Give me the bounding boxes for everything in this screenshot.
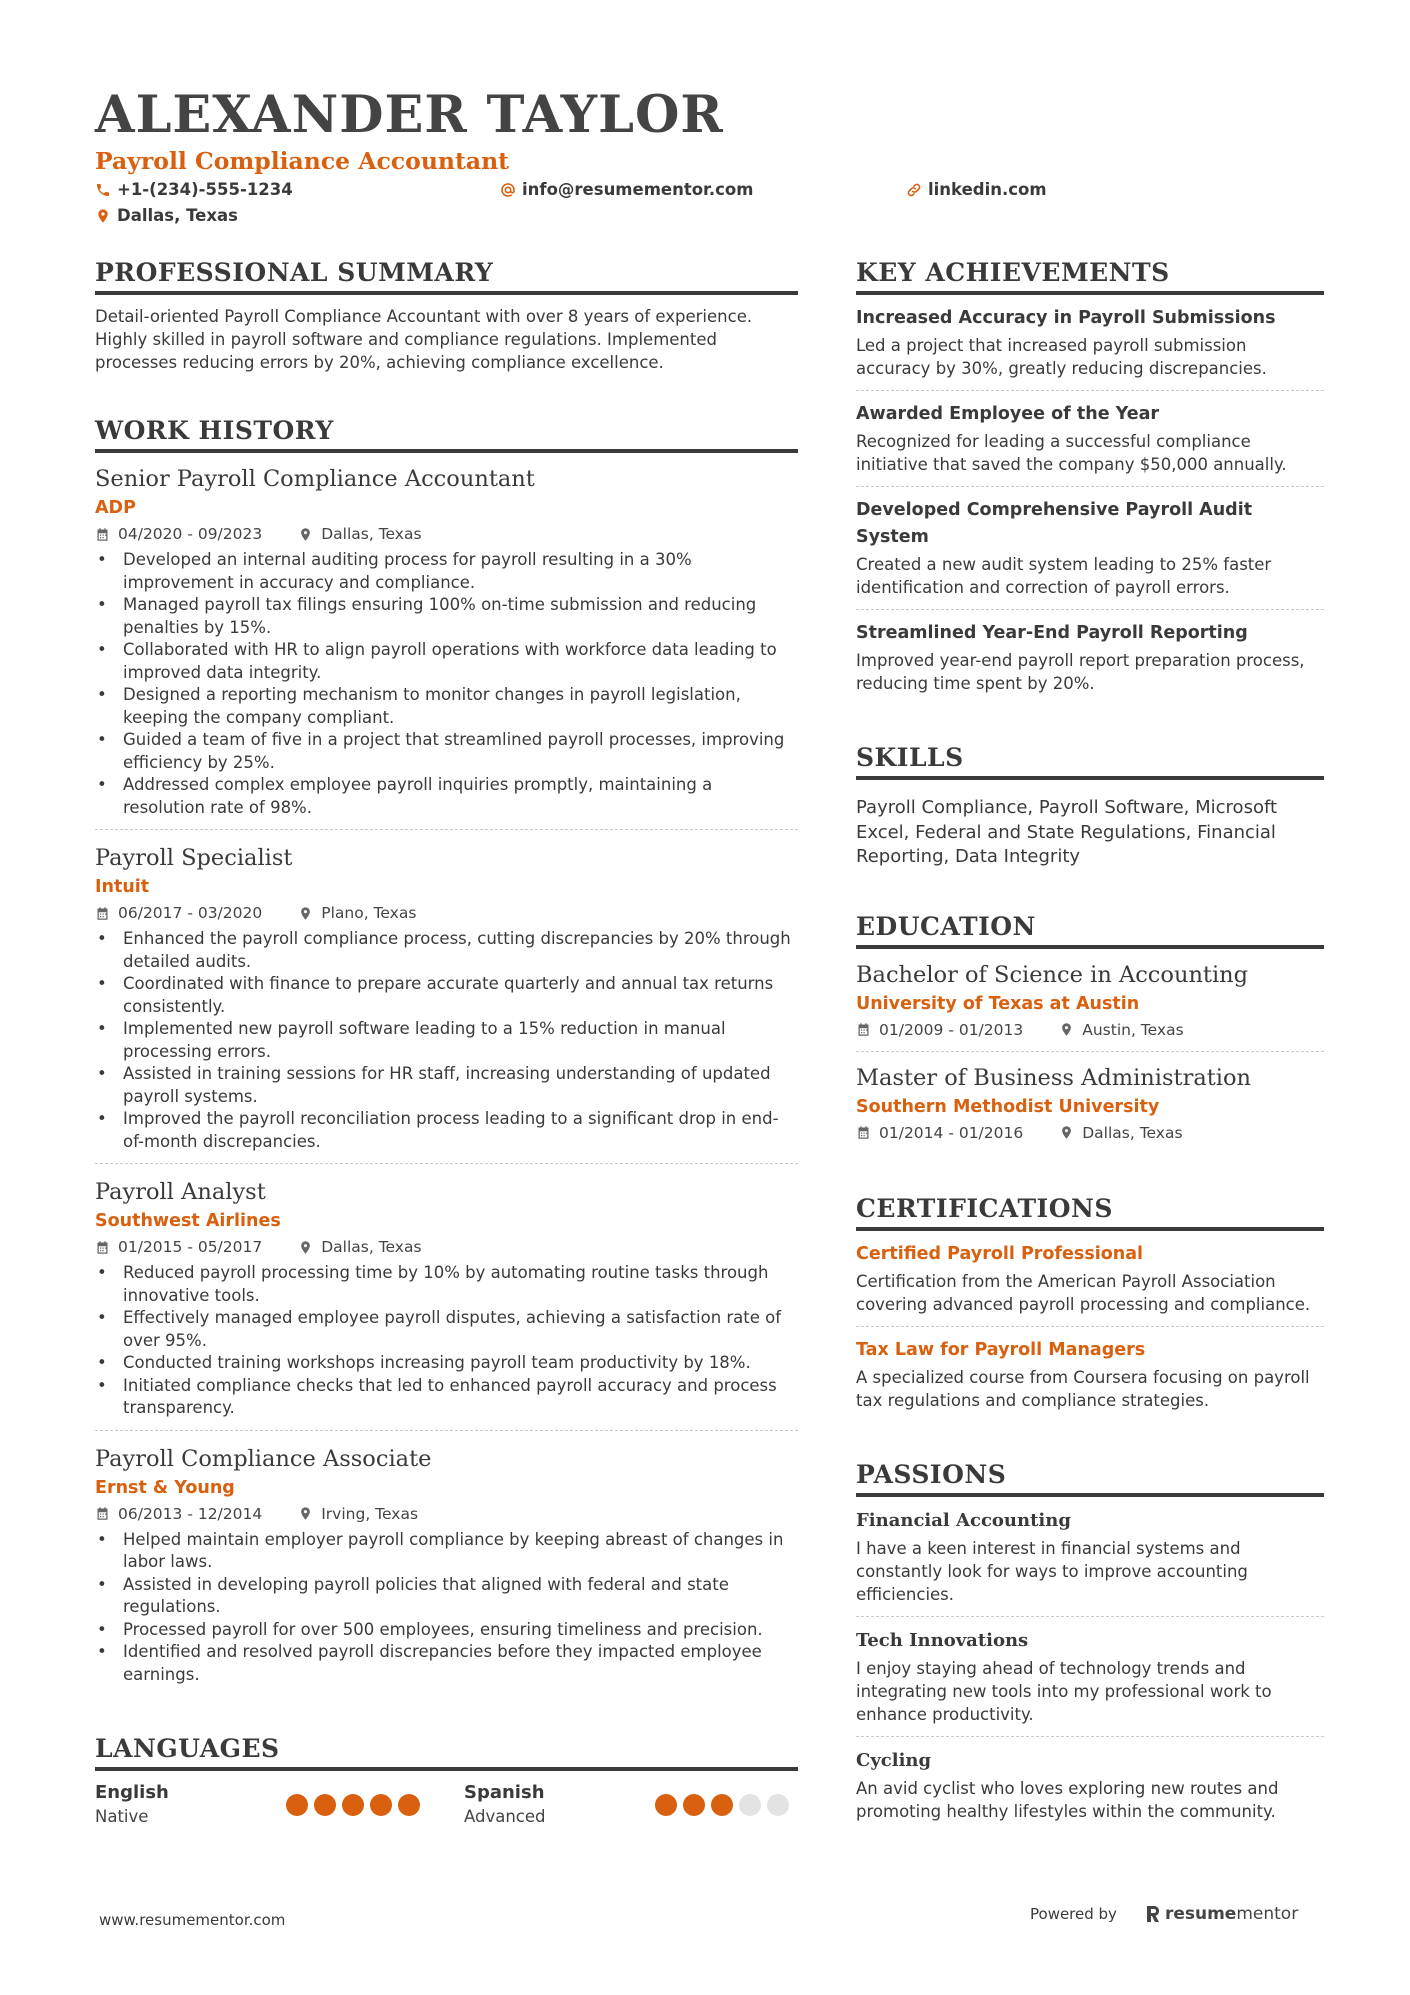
education-school: Southern Methodist University <box>856 1096 1160 1117</box>
passion-desc: I enjoy staying ahead of technology trends and integrating new tools into my professional work to enhance productivity. <box>856 1658 1272 1724</box>
linkedin-contact[interactable] <box>906 180 1047 199</box>
passion-title: Tech Innovations <box>856 1629 1029 1651</box>
skills-section <box>856 741 1324 870</box>
achievement-item <box>856 620 1324 705</box>
achievement-title: Streamlined Year-End Payroll Reporting <box>856 623 1248 643</box>
language-name: English <box>95 1782 169 1803</box>
achievement-item <box>856 401 1324 487</box>
rating-dot-filled <box>370 1794 392 1816</box>
achievements-heading: KEY ACHIEVEMENTS <box>856 256 1324 295</box>
achievement-item <box>856 497 1324 610</box>
rating-dot-filled <box>655 1794 677 1816</box>
contact-info <box>95 180 1325 236</box>
location-pin-icon <box>1059 1125 1074 1140</box>
job-bullets <box>95 1262 798 1420</box>
education-item <box>856 959 1324 1052</box>
passion-item <box>856 1747 1324 1833</box>
education-meta <box>856 1120 1324 1146</box>
link-icon <box>906 182 922 198</box>
job-bullet: • Coordinated with finance to prepare accurate quarterly and annual tax returns consistently. <box>95 973 798 1018</box>
job-bullets <box>95 1529 798 1687</box>
job-bullet: • Managed payroll tax filings ensuring 100% on-time submission and reducing penalties by 15%. <box>95 594 798 639</box>
footer-website[interactable]: www.resumementor.com <box>99 1911 286 1929</box>
language-name: Spanish <box>464 1782 545 1803</box>
rating-dot-empty <box>739 1794 761 1816</box>
job-bullets <box>95 549 798 819</box>
achievements-section <box>856 256 1324 705</box>
language-rating <box>286 1794 420 1816</box>
job-location-text: Dallas, Texas <box>321 1238 422 1256</box>
at-icon <box>500 182 516 198</box>
rating-dot-empty <box>767 1794 789 1816</box>
job-location-text: Plano, Texas <box>321 904 417 922</box>
languages-list <box>95 1781 798 1829</box>
job-bullet: • Processed payroll for over 500 employees, ensuring timeliness and precision. <box>95 1619 798 1642</box>
brand-logo[interactable] <box>1145 1904 1298 1924</box>
footer-branding <box>1030 1904 1298 1924</box>
education-location <box>1059 1120 1182 1146</box>
job-dates: 01/2015 - 05/2017 <box>118 1238 263 1256</box>
calendar-icon <box>856 1022 871 1037</box>
languages-section <box>95 1732 798 1829</box>
education-meta <box>856 1017 1324 1043</box>
resumementor-logo-icon <box>1145 1905 1161 1923</box>
phone-icon <box>95 182 111 198</box>
job-title: Payroll Specialist <box>95 845 293 871</box>
job-company: ADP <box>95 498 136 518</box>
job-bullet: • Initiated compliance checks that led to enhanced payroll accuracy and process transparency. <box>95 1375 798 1420</box>
rating-dot-filled <box>314 1794 336 1816</box>
achievement-item <box>856 305 1324 391</box>
location-pin-icon <box>298 1240 313 1255</box>
certifications-heading: CERTIFICATIONS <box>856 1192 1324 1231</box>
job-company: Southwest Airlines <box>95 1211 281 1231</box>
location-pin-icon <box>1059 1022 1074 1037</box>
languages-heading: LANGUAGES <box>95 1732 798 1771</box>
job-bullet: • Helped maintain employer payroll compliance by keeping abreast of changes in labor laws. <box>95 1529 798 1574</box>
certification-desc: A specialized course from Coursera focusing on payroll tax regulations and compliance strategies. <box>856 1367 1310 1410</box>
passion-item <box>856 1507 1324 1617</box>
calendar-icon <box>95 1240 110 1255</box>
right-column <box>856 256 1324 1877</box>
location-pin-icon <box>298 1506 313 1521</box>
location-pin-icon <box>95 208 111 224</box>
email-text: info@resumementor.com <box>522 180 754 199</box>
calendar-icon <box>95 1506 110 1521</box>
language-rating <box>655 1794 789 1816</box>
left-column <box>95 256 798 1873</box>
certification-title: Tax Law for Payroll Managers <box>856 1339 1146 1360</box>
job-location-text: Irving, Texas <box>321 1504 419 1523</box>
job-entry <box>95 463 798 830</box>
job-entry <box>95 1176 798 1431</box>
powered-by-text: Powered by <box>1030 1905 1117 1923</box>
job-location <box>298 521 421 547</box>
job-location <box>298 1234 421 1260</box>
certification-item <box>856 1241 1324 1327</box>
summary-text: Detail-oriented Payroll Compliance Accountant with over 8 years of experience. Highly skilled in payroll software and compliance regulations. Implemented processes reducing errors by 20%, achieving compliance excellence. <box>95 307 753 372</box>
job-entry <box>95 1443 798 1697</box>
passion-item <box>856 1627 1324 1737</box>
location-pin-icon <box>298 906 313 921</box>
rating-dot-filled <box>342 1794 364 1816</box>
job-meta <box>95 900 798 926</box>
calendar-icon <box>95 527 110 542</box>
achievement-desc: Improved year-end payroll report preparation process, reducing time spent by 20%. <box>856 651 1305 693</box>
job-bullet: • Collaborated with HR to align payroll operations with workforce data leading to improved data integrity. <box>95 639 798 684</box>
job-company: Intuit <box>95 877 150 897</box>
passion-title: Cycling <box>856 1749 932 1771</box>
passion-desc: An avid cyclist who loves exploring new routes and promoting healthy lifestyles within the community. <box>856 1778 1279 1821</box>
brand-name-bold: resume <box>1164 1904 1237 1924</box>
location-pin-icon <box>298 527 313 542</box>
job-bullet: • Addressed complex employee payroll inquiries promptly, maintaining a resolution rate of 98%. <box>95 774 798 819</box>
passion-title: Financial Accounting <box>856 1509 1071 1531</box>
skills-heading: SKILLS <box>856 741 1324 780</box>
job-bullet: • Effectively managed employee payroll disputes, achieving a satisfaction rate of over 95%. <box>95 1307 798 1352</box>
education-location <box>1059 1017 1183 1043</box>
education-heading: EDUCATION <box>856 910 1324 949</box>
job-bullet: • Assisted in developing payroll policies that aligned with federal and state regulations. <box>95 1574 798 1619</box>
job-dates: 06/2017 - 03/2020 <box>118 904 263 922</box>
job-bullet: • Identified and resolved payroll discrepancies before they impacted employee earnings. <box>95 1641 798 1686</box>
education-location-text: Austin, Texas <box>1082 1020 1184 1039</box>
job-dates: 06/2013 - 12/2014 <box>118 1504 263 1523</box>
phone-contact[interactable] <box>95 180 293 199</box>
job-bullet: • Developed an internal auditing process for payroll resulting in a 30% improvement in accuracy and compliance. <box>95 549 798 594</box>
language-level: Advanced <box>464 1807 546 1826</box>
education-degree: Bachelor of Science in Accounting <box>856 961 1249 988</box>
job-meta <box>95 1501 798 1527</box>
language-item <box>95 1781 420 1829</box>
location-text: Dallas, Texas <box>117 206 238 225</box>
language-level: Native <box>95 1807 149 1826</box>
resume-header <box>95 84 1325 236</box>
job-bullet: • Assisted in training sessions for HR staff, increasing understanding of updated payroll systems. <box>95 1063 798 1108</box>
job-title: Payroll Compliance Associate <box>95 1445 432 1472</box>
work-heading: WORK HISTORY <box>95 414 798 453</box>
education-item <box>856 1062 1324 1154</box>
brand-name-light: mentor <box>1236 1904 1299 1924</box>
rating-dot-filled <box>711 1794 733 1816</box>
job-location-text: Dallas, Texas <box>321 525 422 543</box>
achievement-desc: Recognized for leading a successful compliance initiative that saved the company $50,000 annually. <box>856 432 1287 474</box>
rating-dot-filled <box>398 1794 420 1816</box>
location-contact <box>95 206 238 225</box>
job-location <box>298 900 416 926</box>
job-title: Payroll Analyst <box>95 1179 266 1205</box>
education-dates: 01/2009 - 01/2013 <box>879 1020 1024 1039</box>
job-location <box>298 1501 418 1527</box>
job-bullet: • Guided a team of five in a project that streamlined payroll processes, improving efficiency by 25%. <box>95 729 798 774</box>
certifications-section <box>856 1192 1324 1422</box>
job-bullet: • Conducted training workshops increasing payroll team productivity by 18%. <box>95 1352 798 1375</box>
achievement-title: Increased Accuracy in Payroll Submissions <box>856 308 1276 328</box>
certification-item <box>856 1337 1324 1422</box>
job-entry <box>95 842 798 1164</box>
calendar-icon <box>856 1125 871 1140</box>
linkedin-text: linkedin.com <box>928 180 1047 199</box>
job-meta <box>95 1234 798 1260</box>
education-school: University of Texas at Austin <box>856 993 1140 1014</box>
email-contact[interactable] <box>500 180 753 199</box>
rating-dot-filled <box>683 1794 705 1816</box>
skills-text: Payroll Compliance, Payroll Software, Microsoft Excel, Federal and State Regulations, Financial Reporting, Data Integrity <box>856 797 1278 867</box>
job-bullet: • Reduced payroll processing time by 10% by automating routine tasks through innovative tools. <box>95 1262 798 1307</box>
summary-section <box>95 256 798 374</box>
candidate-name: ALEXANDER TAYLOR <box>95 85 724 145</box>
passions-section <box>856 1458 1324 1833</box>
job-bullet: • Implemented new payroll software leading to a 15% reduction in manual processing errors. <box>95 1018 798 1063</box>
job-bullet: • Enhanced the payroll compliance process, cutting discrepancies by 20% through detailed audits. <box>95 928 798 973</box>
job-bullet: • Designed a reporting mechanism to monitor changes in payroll legislation, keeping the company compliant. <box>95 684 798 729</box>
phone-text: +1-(234)-555-1234 <box>117 180 293 199</box>
achievement-title: Developed Comprehensive Payroll Audit System <box>856 500 1253 547</box>
job-meta <box>95 521 798 547</box>
job-bullet: • Improved the payroll reconciliation process leading to a significant drop in end-of-month discrepancies. <box>95 1108 798 1153</box>
education-location-text: Dallas, Texas <box>1082 1123 1183 1142</box>
education-degree: Master of Business Administration <box>856 1064 1252 1091</box>
education-section <box>856 910 1324 1154</box>
language-item <box>464 1781 789 1829</box>
job-dates: 04/2020 - 09/2023 <box>118 525 263 543</box>
candidate-role: Payroll Compliance Accountant <box>95 147 510 175</box>
work-section <box>95 414 798 1696</box>
job-bullets <box>95 928 798 1153</box>
achievement-title: Awarded Employee of the Year <box>856 404 1160 424</box>
certification-title: Certified Payroll Professional <box>856 1243 1144 1264</box>
achievement-desc: Led a project that increased payroll submission accuracy by 30%, greatly reducing discrepancies. <box>856 336 1267 378</box>
passion-desc: I have a keen interest in financial systems and constantly look for ways to improve accounting efficiencies. <box>856 1538 1248 1604</box>
job-title: Senior Payroll Compliance Accountant <box>95 466 535 492</box>
passions-heading: PASSIONS <box>856 1458 1324 1497</box>
certification-desc: Certification from the American Payroll Association covering advanced payroll processing and compliance. <box>856 1271 1311 1314</box>
calendar-icon <box>95 906 110 921</box>
education-dates: 01/2014 - 01/2016 <box>879 1123 1024 1142</box>
job-company: Ernst & Young <box>95 1477 235 1498</box>
summary-heading: PROFESSIONAL SUMMARY <box>95 256 798 295</box>
rating-dot-filled <box>286 1794 308 1816</box>
achievement-desc: Created a new audit system leading to 25% faster identification and correction of payroll errors. <box>856 555 1272 597</box>
